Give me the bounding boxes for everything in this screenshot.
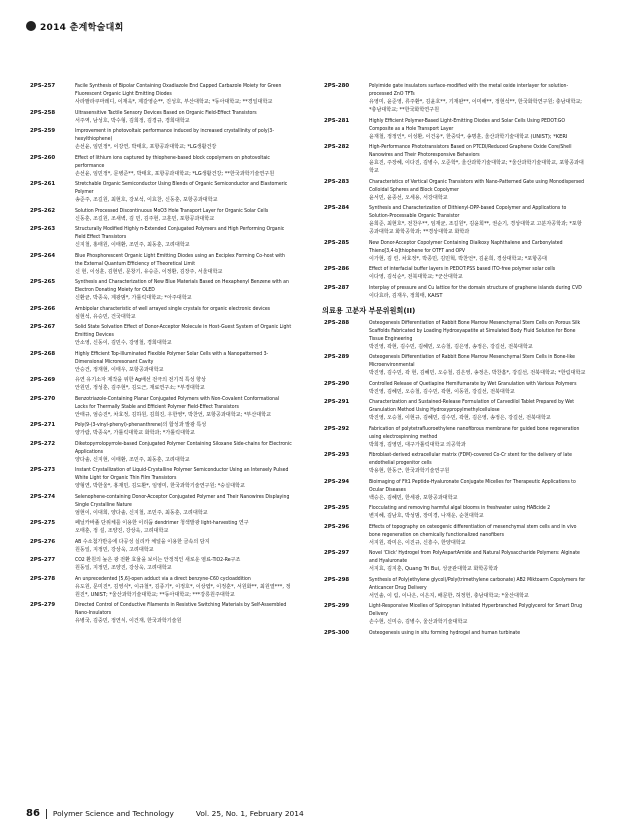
entry-number: 2PS-300 [324,629,350,636]
entry-title: Synthesis and Characterization of Dithienyl-DPP-based Copolymer and Applications to Solution-Processable Organic Transistor [369,205,567,219]
entry-body [75,466,292,490]
abstract-entry [324,380,586,396]
entry-number: 2PS-283 [324,178,350,185]
abstract-entry [324,239,586,263]
entry-body [369,284,586,300]
entry-number: 2PS-292 [324,425,350,432]
entry-authors: 손수현, 신미승, 김병수, 울산과학기술대학교 [369,619,468,625]
entry-title: Fabrication of polytetrafluoroethylene nanofibrous membrane for guided bone regeneration using electrospinning method [369,425,580,440]
abstract-entry [30,350,292,374]
entry-number: 2PS-266 [30,305,56,312]
entry-authors: 안태규, 엄승진*, 차효정, 김하원, 김희진, 우한영*, 박찬언, 포항공과대학교; *부산대학교 [75,411,272,418]
abstract-entry [324,478,586,502]
entry-title: Instant Crystallization of Liquid-Crystalline Polymer Semiconductor Using an Intensely Pulsed White Light for Organic Thin Film Transistors [75,467,289,481]
abstract-entry [30,421,292,437]
abstract-entry [30,519,292,535]
entry-body [75,278,292,302]
entry-authors: 박희정, 김영민, 대구가톨릭대학교 의공학과 [369,441,466,448]
footer-separator [46,809,47,819]
entry-number: 2PS-280 [324,83,350,89]
entry-authors: 신 현, 이성훈, 김현빈, 문창기, 유승준, 이정환, 김장주, 서울대학교 [75,268,223,275]
entry-authors: 서지효, 김지훈, Quang Tri Bui, 성균관대학교 화학공학과 [369,566,499,572]
entry-title: Synthesis and Characterization of New Blue Materials Based on Hexaphenyl Benzene with an Electron Donating Moiety for OLED [75,279,289,293]
abstract-entry [324,602,586,626]
abstract-entry [30,154,292,178]
abstract-entry [30,278,292,302]
abstract-entry [324,117,586,141]
entry-authors: 박진영, 곽현, 김수민, 김혜민, 오승철, 김은영, 송정은, 강길선, 전북대학교 [369,343,533,350]
entry-authors: 윤희준, 최현호*, 전찬우**, 임재균, 조길원*, 김윤희**, 권순기, 경상대학교 고분자공학과; *포항공과대학교 화학공학과; **경상대학교 화학과 [369,221,582,235]
entry-title: Structurally Modified Highly π-Extended Conjugated Polymers and High Performing Organic Field Effect Transistors [75,226,285,240]
entry-title: Flocculating and removing harmful algal blooms in freshwater using HABcide 2 [369,505,551,511]
entry-authors: 안승건, 정재현, 이태우, 포항공과대학교 [75,366,164,373]
entry-title: Stretchable Organic Semiconductor Using Blends of Organic Semiconductor and Elastomeric Polymer [75,181,288,195]
entry-number: 2PS-286 [324,266,350,272]
abstract-entry [30,252,292,276]
entry-authors: 백승은, 김혜민, 한세광, 포항공과대학교 [369,494,458,501]
section-heading: 의료용 고분자 부문위원회(II) [322,305,416,315]
entry-title: Osteogenesis Differentiation of Rabbit Bone Marrow Mesenchymal Stem Cells in Bone-like Microenvironmental [369,354,575,368]
header-title: 2014 춘계학술대회 [40,22,124,33]
entry-authors: 박용현, 한동근, 한국과학기술연구원 [369,468,450,474]
abstract-entry [30,395,292,419]
entry-number: 2PS-291 [324,399,350,405]
abstract-entry [30,440,292,464]
entry-body [369,576,586,600]
entry-body [75,154,292,178]
entry-body [369,178,586,202]
entry-body [369,451,586,475]
entry-number: 2PS-297 [324,550,350,556]
abstract-entry [30,225,292,249]
entry-number: 2PS-294 [324,478,350,485]
abstract-entry [324,504,586,520]
entry-authors: 박진영, 오승철, 이현규, 김혜민, 김수민, 곽현, 김은영, 송정은, 강길선, 전북대학교 [369,415,551,421]
entry-authors: 박진영, 김수민, 곽 현, 김혜민, 오승철, 김은영, 송정은, 박찬흠*, 강길선, 전북대학교; *한림대학교 [369,370,586,376]
entry-number: 2PS-276 [30,538,56,545]
entry-body [75,440,292,464]
entry-number: 2PS-260 [30,154,56,161]
entry-body [75,323,292,347]
entry-body [75,180,292,204]
entry-authors: 서주역, 남성호, 박수형, 김희정, 김경규, 경희대학교 [75,117,190,124]
entry-authors: 원동일, 지정민, 조양진, 강상욱, 고려대학교 [75,565,172,571]
entry-title: Highly Efficient Polymer-Based Light-Emitting Diodes and Solar Cells Using PEDOT:GO Composite as a Hole Transport Layer [369,117,565,132]
abstract-entry [30,376,292,392]
abstract-entry [324,265,586,281]
abstract-entry [30,207,292,223]
abstract-entry [324,353,586,377]
abstract-entry [324,425,586,449]
entry-number: 2PS-295 [324,505,350,511]
entry-body [369,629,586,637]
entry-number: 2PS-272 [30,440,56,447]
entry-title: Poly(9-(3-vinyl-phenyl)-phenanthrene)의 합성과 발광 특성 [75,422,207,428]
entry-number: 2PS-258 [30,109,56,116]
entry-authors: 윤재철, 정정인*, 이성환, 이건웅*, 한중탁*, 송명훈, 울산과학기술대학교 (UNIST); *KERI [369,133,568,140]
entry-title: Ultrasensitive Tactile Sensory Devices Based on Organic Field-Effect Transistors [75,109,257,116]
abstract-entry [30,323,292,347]
abstract-entry [30,575,292,599]
entry-title: Bioimaging of Flt1 Peptide-Hyaluronate Conjugate Micelles for Therapeutic Applications to Ocular Diseases [369,478,576,493]
entry-authors: 윤효진, 주장혜, 이다진, 김병수, 오준학*, 울산과학기술대학교; *울산과학기술대학교, 포항공과대학교 [369,160,584,174]
abstract-entry [30,538,292,554]
page-footer [26,808,304,819]
entry-body [75,556,292,572]
entry-title: Osteogenesis Differentiation of Rabbit Bone Marrow Mesenchymal Stem Cells on Porous Silk Scaffolds Fabricated by Loading Hydroxyapatite at Simulated Body Fluid Solution for Bone Tissue Engineering [369,319,581,342]
entry-number: 2PS-261 [30,181,56,187]
entry-number: 2PS-278 [30,575,56,582]
abstract-entry [324,178,586,202]
entry-number: 2PS-293 [324,452,350,458]
entry-authors: 서인솔, 이 림, 이나은, 이은지, 배문한, 허정헌, 충남대학교; *울산대학교 [369,592,529,599]
entry-body [369,398,586,422]
entry-title: Effect of lithium ions captured by thiophene-based block copolymers on photovoltaic performance [75,154,270,169]
entry-body [369,117,586,141]
entry-number: 2PS-262 [30,207,56,214]
entry-body [75,519,292,535]
entry-body [369,143,586,175]
entry-body [75,109,292,125]
entry-authors: 사라팔라쿠마레디, 이재욱*, 제갈영순**, 진성호, 부산대학교; *동아대학교; **경일대학교 [75,99,273,105]
entry-title: Interplay of pressure and Cu lattice for the domain structure of graphene islands during CVD [369,284,582,291]
entry-number: 2PS-268 [30,350,56,357]
entry-body [75,207,292,223]
entry-title: Diketopyrrolopyrrole-based Conjugated Polymer Containing Siloxane Side-chains for Electronic Applications [75,440,292,455]
entry-number: 2PS-263 [30,226,56,232]
entry-title: Solid State Solvation Effect of Donor-Acceptor Molecule in Host-Guest System of Organic Light Emitting Devices [75,324,292,338]
entry-title: Selenophene-containing Donor-Acceptor Conjugated Polymer and Their Nanowires Displaying Single Crystalline Nature [75,493,290,508]
entry-title: Novel 'Click' Hydrogel from PolyAspartAmide and Natural Polysaccharide Polymers: Alginate and Hyaluronate [369,550,580,564]
entry-authors: 심현석, 유승민, 건국대학교 [75,313,136,320]
entry-title: Light-Responsive Micelles of Spiropyran Initiated Hyperbranched Polyglycerol for Smart Drug Delivery [369,603,582,617]
entry-number: 2PS-277 [30,557,56,563]
entry-authors: 유영미, 윤준영, 류주환*, 김윤호**, 기재완**, 이미해**, 정현석**, 한국화학연구원; 충남대학교; *충남대학교; **한국화학연구원 [369,99,583,113]
entry-body [75,421,292,437]
abstract-entry [324,629,586,637]
entry-authors: 박진영, 김혜민, 오승철, 김수민, 곽현, 이동원, 강길선, 전북대학교 [369,388,515,395]
entry-number: 2PS-289 [324,354,350,360]
entry-authors: 신동훈, 조길원, 조새벽, 김 민, 김주현, 고훈민, 포항공과대학교 [75,215,215,222]
abstract-entry [30,305,292,321]
entry-number: 2PS-273 [30,467,56,473]
entry-authors: 이다효라, 김재우, 정희태, KAIST [369,292,443,299]
entry-number: 2PS-281 [324,117,350,124]
entry-title: Facile Synthesis of Bipolar Containing Oxadiazole End Capped Carbazole Moiety for Green Fluorescent Organic Light Emitting Diodes [75,83,282,97]
entry-body [75,601,292,625]
entry-number: 2PS-259 [30,128,56,134]
entry-body [369,425,586,449]
entry-title: Highly Efficient Top-Illuminated Flexible Polymer Solar Cells with a Nanopatterned 3-Dimensional Microresonant Cavity [75,350,269,365]
entry-number: 2PS-284 [324,205,350,211]
entry-body [369,265,586,281]
entry-authors: 이가현, 김 린, 차효정*, 박종민, 김민혁, 박찬언*, 김윤희, 경상대학교; *포항공대 [369,255,547,262]
abstract-entry [30,109,292,125]
journal-issue: Vol. 25, No. 1, February 2014 [195,809,304,818]
entry-authors: 안원민, 정성훈, 김주현*, 김도근, 재료연구소; *부경대학교 [75,385,205,391]
entry-title: Polyimide gate insulators surface-modified with the metal oxide interlayer for solution-processed ZnO TFTs [369,83,569,97]
abstract-entry [324,82,586,114]
abstract-entry [30,127,292,151]
abstract-entry [324,576,586,600]
entry-number: 2PS-282 [324,144,350,150]
entry-title: Fibroblast-derived extracellular matrix (FDM)-covered Co-Cr stent for the delivery of late endothelial progenitor cells [369,452,572,466]
right-column [324,82,586,639]
abstract-entry [324,284,586,300]
entry-body [75,395,292,419]
entry-number: 2PS-257 [30,83,56,89]
abstract-entry [324,523,586,547]
abstract-entry [324,319,586,351]
abstract-entry [30,556,292,572]
left-column [30,82,292,628]
entry-number: 2PS-275 [30,520,56,526]
journal-name: Polymer Science and Technology [52,809,174,818]
entry-number: 2PS-287 [324,284,350,291]
abstract-entry [324,398,586,422]
entry-body [369,204,586,236]
abstract-entry [30,493,292,517]
entry-title: CO2 환원의 높은 광 전환 효율을 보이는 안정적인 새로운 염료-TiO2-Re구조 [75,557,241,563]
entry-authors: 안소영, 신동이, 김민수, 강영철, 경희대학교 [75,340,172,346]
entry-body [369,523,586,547]
entry-body [75,538,292,554]
entry-number: 2PS-274 [30,493,56,500]
entry-number: 2PS-296 [324,523,350,530]
entry-authors: 양다솔, 신지현, 이태환, 조민주, 최동훈, 고려대학교 [75,456,190,463]
entry-body [75,493,292,517]
entry-body [75,305,292,321]
entry-number: 2PS-299 [324,603,350,609]
abstract-entry [30,466,292,490]
entry-body [75,82,292,106]
abstract-entry [324,549,586,573]
entry-authors: 손선윤, 임민정*, 문병준**, 박태호, 포항공과대학교; *LG생활건강; **한국과학기술연구원 [75,170,275,177]
entry-number: 2PS-271 [30,422,56,428]
entry-number: 2PS-269 [30,377,56,383]
entry-title: Improvement in photovoltaic performance induced by increased crystallinity of poly(3-hexylthiophene) [75,128,274,142]
abstract-entry [30,82,292,106]
entry-body [369,353,586,377]
entry-title: Osteogenesis using in situ forming hydrogel and human turbinate [369,629,521,636]
entry-body [75,376,292,392]
entry-body [75,225,292,249]
entry-authors: 원동일, 지정민, 강상욱, 고려대학교 [75,546,154,553]
entry-body [75,575,292,599]
abstract-entry [30,180,292,204]
entry-number: 2PS-265 [30,279,56,285]
entry-number: 2PS-288 [324,319,350,326]
entry-authors: 송준주, 조길원, 최현호, 강보석, 이효찬, 신동훈, 포항공과대학교 [75,197,218,203]
entry-title: Blue Phosphorescent Organic Light Emitting Diodes using an Exciplex Forming Co-host with the External Quantum Efficiency of Theoretical Limit [75,252,285,267]
entry-number: 2PS-270 [30,395,56,402]
entry-body [369,478,586,502]
entry-authors: 유도원, 문미진*, 김영식*, 이규철*, 김종기*, 이정호*, 이상엽*, 이정훈*, 서원화**, 최원열***, 정원진*, UNIST; *울산과학기술대학교; **동아대학교; ***강릉원주대학교 [75,583,291,598]
entry-title: An unprecedented [5,6]-open adduct via a direct benzyne-C60 cycloaddition [75,575,251,582]
entry-authors: 오태훈, 정 설, 조양진, 강상욱, 고려대학교 [75,528,169,534]
entry-number: 2PS-290 [324,380,350,387]
entry-body [75,127,292,151]
entry-authors: 양가람, 박종욱*, 가톨릭대학교 화학과; *가톨릭대학교 [75,430,195,436]
abstract-entry [30,601,292,625]
entry-title: Controlled Release of Quetiapine Hemifumarate by Wet Granulation with Various Polymers [369,380,577,387]
entry-body [369,504,586,520]
entry-title: 페닐카바졸 단위체를 이용한 이리듐 dendrimer 청색발광 light-harvesting 연구 [75,520,249,526]
abstract-entry [324,451,586,475]
entry-authors: 엄현이, 이대희, 양다솔, 신지철, 조민주, 최동훈, 고려대학교 [75,509,208,516]
entry-title: Synthesis of Poly(ethylene glycol)/Poly(trimethylene carbonate) AB2 Miktoarm Copolymers for Anticancer Drug Delivery [369,576,586,591]
entry-title: AB 수소첨가반응에 다공성 실리카 체널을 이용한 금속의 담지 [75,538,210,545]
right-entries [324,82,586,300]
entry-body [369,239,586,263]
entry-title: Effect of interfacial buffer layers in PEDOT:PSS based ITO-free polymer solar cells [369,266,556,272]
entry-authors: 유병국, 김중민, 정연식, 이건재, 한국과학기술원 [75,618,182,624]
entry-title: Ambipolar characteristic of well arrayed single crystals for organic electronic devices [75,305,271,312]
entry-authors: 이다영, 김석순*, 전북대학교; *군산대학교 [369,274,463,280]
entry-number: 2PS-298 [324,576,350,583]
entry-title: Characteristics of Vertical Organic Transistors with Nano-Patterned Gate using Monodispersed Colloidal Spheres and Block Copolymer [369,178,584,193]
entry-body [369,549,586,573]
entry-authors: 신환균, 박종욱, 계광범*, 가톨릭대학교; *아주대학교 [75,295,192,301]
entry-number: 2PS-264 [30,252,56,259]
entry-authors: 윤서민, 윤종선, 오세용, 서강대학교 [369,194,448,201]
abstract-entry [324,204,586,236]
entry-number: 2PS-285 [324,239,350,246]
entry-title: High-Performance Phototransistors Based on PTCDI/Reduced Graphene Oxide Core/Shell Nanowires and Their Photoresponsive Behaviors [369,144,572,158]
entry-title: Effects of topography on osteogenic differentiation of mesenchymal stem cells and in vivo bone regeneration on chemically functionalized nanofibers [369,523,577,538]
section-entries [324,319,586,637]
entry-title: 유연 유기소자 제작을 위한 Ag배선 전극의 전기적 특성 향상 [75,377,206,383]
entry-body [75,252,292,276]
entry-number: 2PS-279 [30,602,56,608]
entry-authors: 변지혜, 김남호, 박성범, 장미경, 나재운, 순천대학교 [369,513,484,519]
entry-body [369,319,586,351]
entry-body [369,82,586,114]
bullet-icon [26,21,36,31]
entry-title: Characterization and Sustained-Release Formulation of Carvedilol Tablet Prepared by Wet Granulation Method Using Hydroxypropylmethylcellulose [369,399,575,413]
entry-title: New Donor-Acceptor Copolymer Containing Dialkoxy Naphthalene and Carbonylated Thieno[3,4-b]thiophene for OTFT and OPV [369,239,563,254]
abstract-entry [324,143,586,175]
entry-title: Benzotriazole-Containing Planar Conjugated Polymers with Non-Covalent Conformational Locks for Thermally Stable and Efficient Polymer Field-Effect Transistors [75,395,280,410]
entry-number: 2PS-267 [30,324,56,330]
entry-authors: 손선윤, 임민정*, 이강연, 박태호, 포항공과대학교; *LG생활건강 [75,144,217,150]
entry-body [75,350,292,374]
page-number: 86 [26,808,40,819]
entry-body [369,380,586,396]
entry-authors: 신지철, 홍태원, 이태환, 조민주, 최동훈, 고려대학교 [75,242,190,248]
entry-title: Directed Control of Conductive Filaments in Resistive Switching Materials by Self-Assembled Nano-Insulators [75,602,287,616]
entry-body [369,602,586,626]
conference-header [26,19,124,33]
entry-authors: 양형연, 박한울*, 홍재민, 김도환*, 임영미, 한국과학기술연구원; *숭실대학교 [75,483,245,489]
entry-title: Solution Processed Discontinuous MoO3 Hole Transport Layer for Organic Solar Cells [75,207,269,214]
entry-authors: 서지원, 곽미은, 이진규, 신흥수, 한양대학교 [369,539,466,546]
